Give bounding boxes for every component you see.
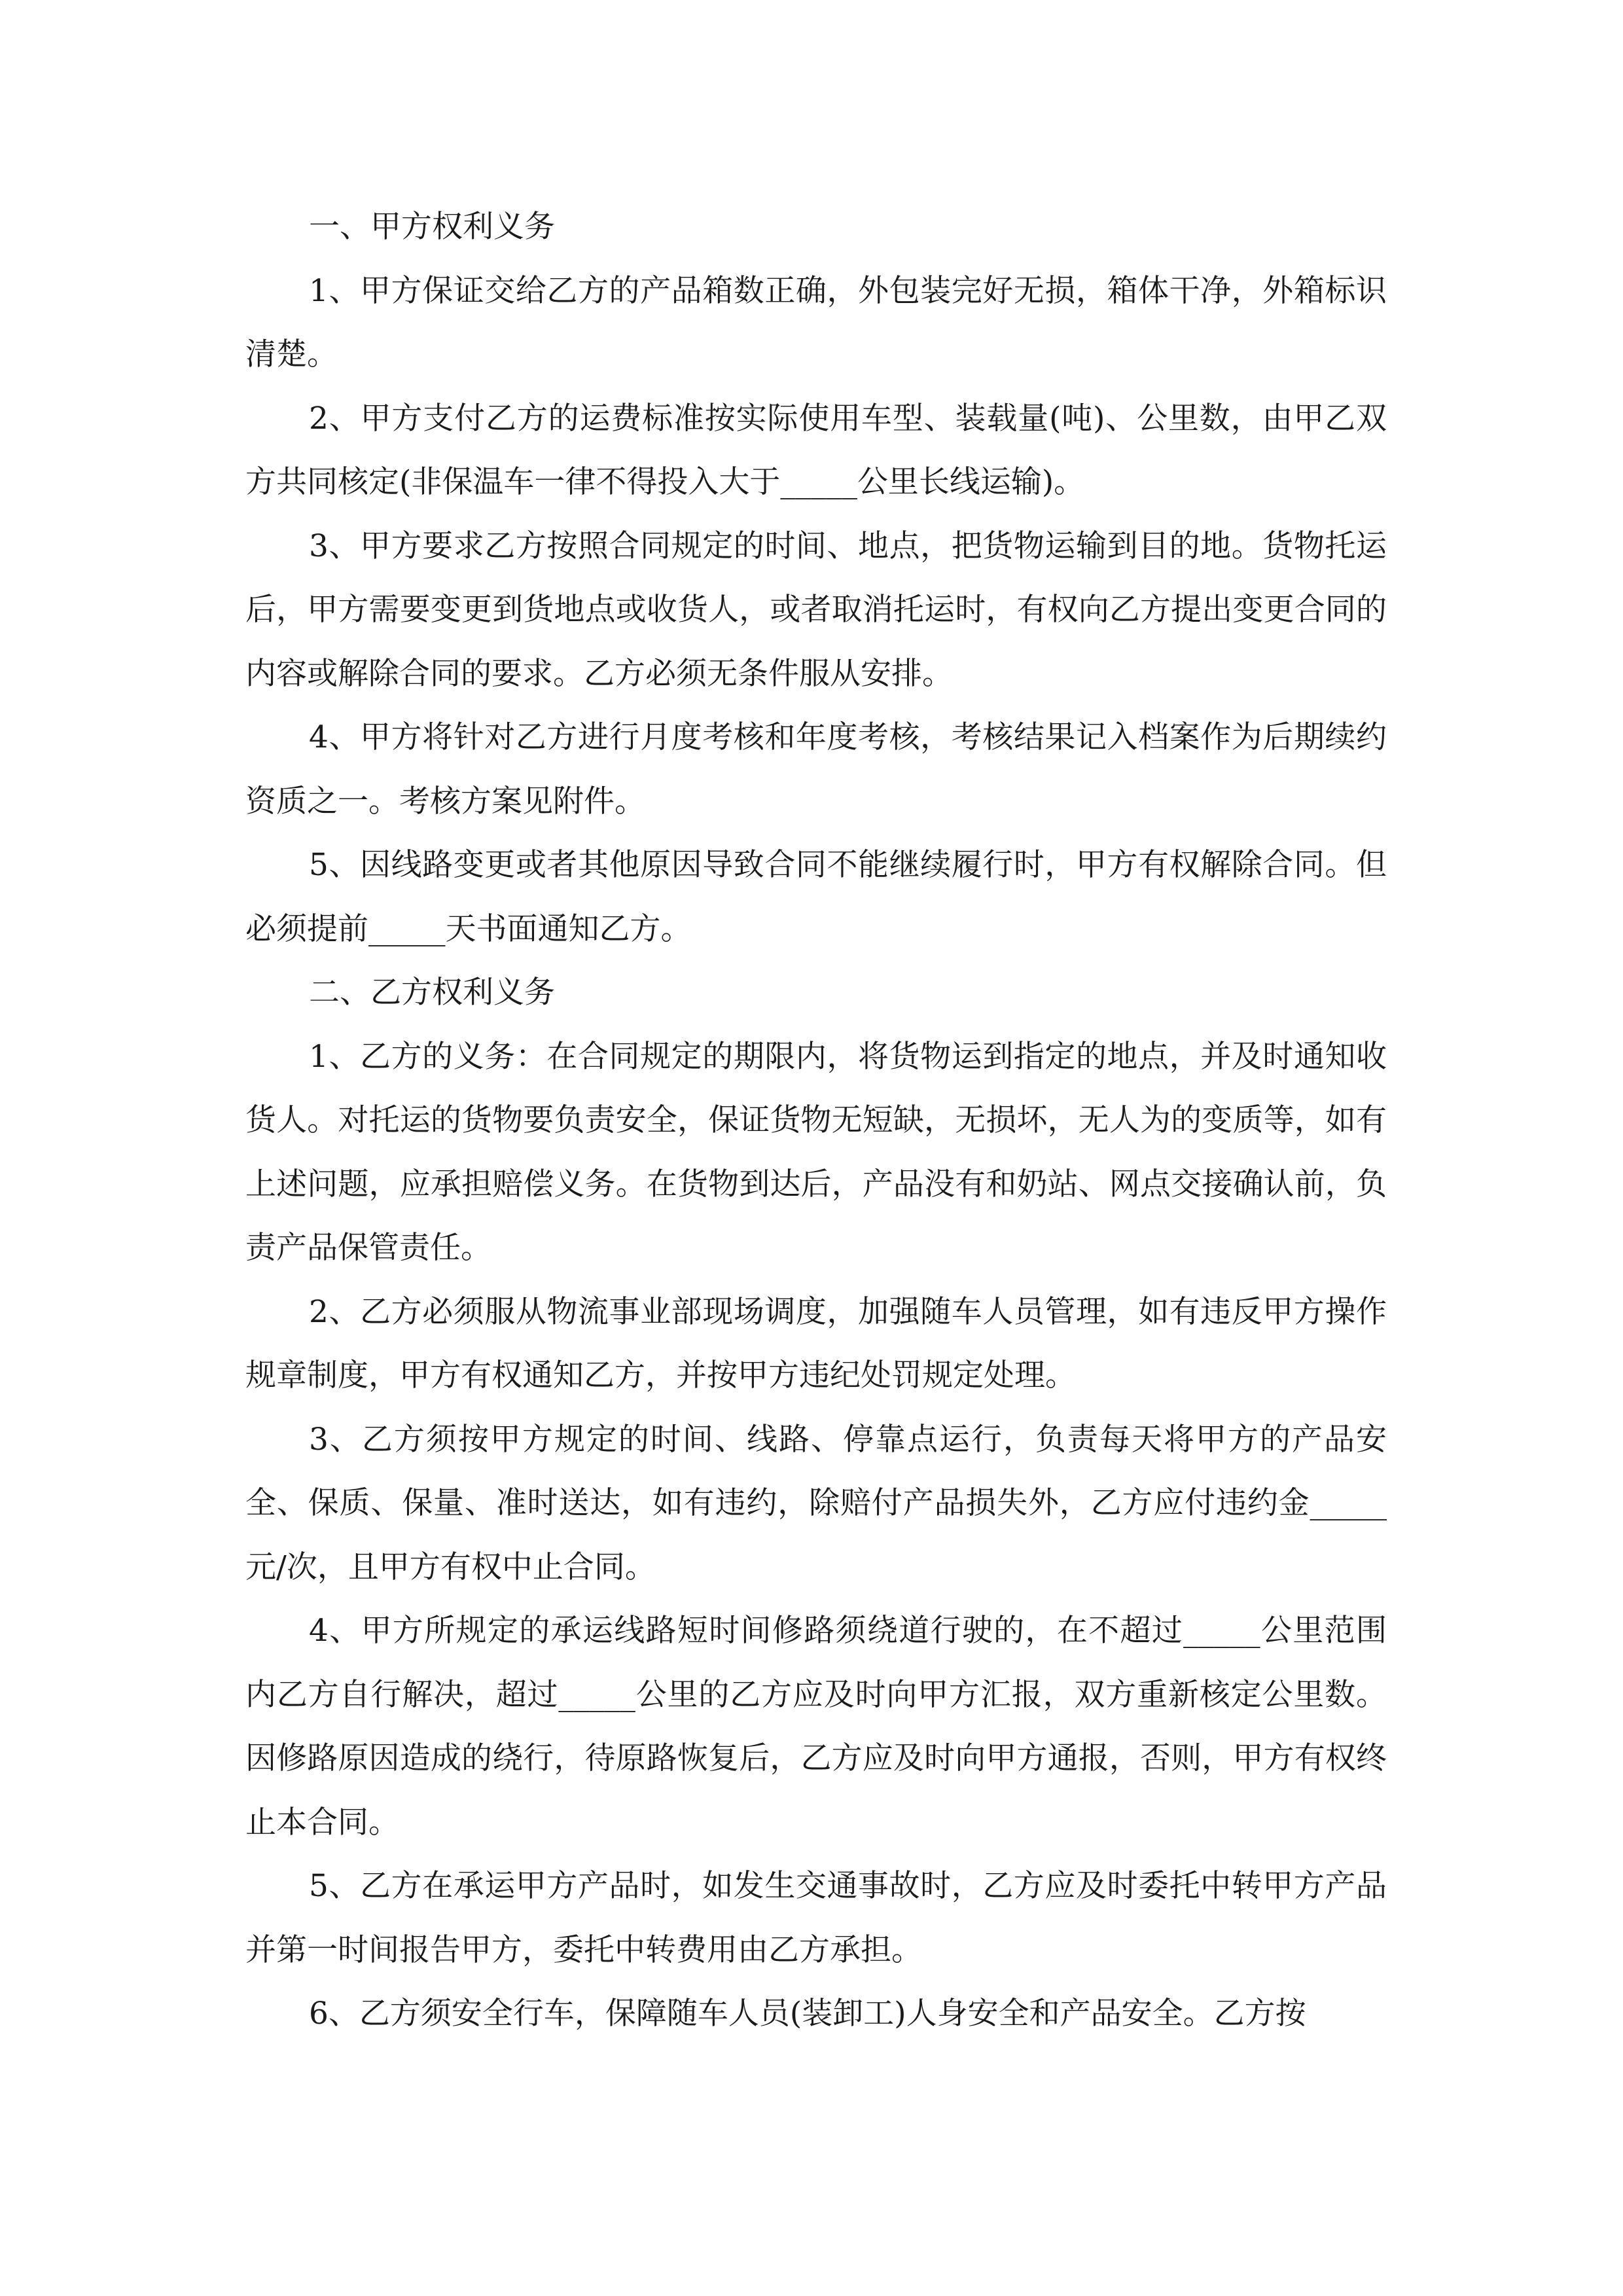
section-heading-party-a: 一、甲方权利义务 [309, 209, 555, 245]
paragraph-a4: 4、甲方将针对乙方进行月度考核和年度考核，考核结果记入档案作为后期续约资质之一。考核方案见附件。 [245, 719, 1387, 819]
section-heading-party-b: 二、乙方权利义务 [309, 975, 555, 1011]
paragraph-b3: 3、乙方须按甲方规定的时间、线路、停靠点运行，负责每天将甲方的产品安全、保质、保量、准时送达，如有违约，除赔付产品损失外，乙方应付违约金_____元/次，且甲方有权中止合同。 [245, 1421, 1387, 1585]
paragraph-b2: 2、乙方必须服从物流事业部现场调度，加强随车人员管理，如有违反甲方操作规章制度，甲方有权通知乙方，并按甲方违纪处罚规定处理。 [245, 1293, 1387, 1393]
paragraph-a1: 1、甲方保证交给乙方的产品箱数正确，外包装完好无损，箱体干净，外箱标识清楚。 [245, 272, 1387, 372]
paragraph-b1: 1、乙方的义务：在合同规定的期限内，将货物运到指定的地点，并及时通知收货人。对托运的货物要负责安全，保证货物无短缺，无损坏，无人为的变质等，如有上述问题，应承担赔偿义务。在货物到达后，产品没有和奶站、网点交接确认前，负责产品保管责任。 [245, 1038, 1387, 1266]
paragraph-b4: 4、甲方所规定的承运线路短时间修路须绕道行驶的，在不超过_____公里范围内乙方自行解决，超过_____公里的乙方应及时向甲方汇报，双方重新核定公里数。因修路原因造成的绕行，待原路恢复后，乙方应及时向甲方通报，否则，甲方有权终止本合同。 [245, 1613, 1387, 1840]
document-body [245, 195, 1387, 2046]
paragraph-a5: 5、因线路变更或者其他原因导致合同不能继续履行时，甲方有权解除合同。但必须提前_____天书面通知乙方。 [245, 847, 1387, 947]
paragraph-a2: 2、甲方支付乙方的运费标准按实际使用车型、装载量(吨)、公里数，由甲乙双方共同核定(非保温车一律不得投入大于_____公里长线运输)。 [245, 400, 1387, 500]
paragraph-b5: 5、乙方在承运甲方产品时，如发生交通事故时，乙方应及时委托中转甲方产品并第一时间报告甲方，委托中转费用由乙方承担。 [245, 1868, 1387, 1968]
paragraph-a3: 3、甲方要求乙方按照合同规定的时间、地点，把货物运输到目的地。货物托运后，甲方需要变更到货地点或收货人，或者取消托运时，有权向乙方提出变更合同的内容或解除合同的要求。乙方必须无条件服从安排。 [245, 528, 1387, 692]
paragraph-b6: 6、乙方须安全行车，保障随车人员(装卸工)人身安全和产品安全。乙方按 [309, 1996, 1306, 2032]
